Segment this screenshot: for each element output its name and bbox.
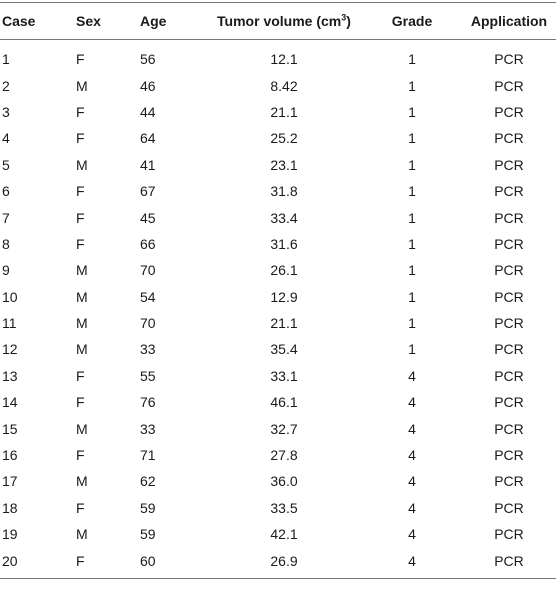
cell-tumor-volume: 35.4 <box>270 341 298 358</box>
cell-case: 12 <box>2 341 18 358</box>
cell-application: PCR <box>494 367 524 384</box>
cell-case: 5 <box>2 156 10 173</box>
cell-sex: F <box>76 394 85 411</box>
cell-tumor-volume: 42.1 <box>270 526 298 543</box>
cell-case: 4 <box>2 130 10 147</box>
cell-grade: 4 <box>408 499 416 516</box>
cell-sex: F <box>76 209 85 226</box>
cell-age: 44 <box>140 103 156 120</box>
cell-sex: F <box>76 367 85 384</box>
cell-sex: F <box>76 499 85 516</box>
table-row <box>0 336 556 362</box>
cell-tumor-volume: 33.1 <box>270 367 298 384</box>
table-row <box>0 231 556 257</box>
table-row <box>0 363 556 389</box>
cell-grade: 1 <box>408 103 416 120</box>
cell-grade: 1 <box>408 341 416 358</box>
cell-grade: 4 <box>408 420 416 437</box>
cell-age: 55 <box>140 367 156 384</box>
cell-grade: 1 <box>408 235 416 252</box>
cell-tumor-volume: 8.42 <box>270 77 298 94</box>
cell-application: PCR <box>494 183 524 200</box>
cell-application: PCR <box>494 130 524 147</box>
cell-sex: M <box>76 262 88 279</box>
cell-sex: F <box>76 51 85 68</box>
cell-sex: F <box>76 235 85 252</box>
cell-case: 20 <box>2 552 18 569</box>
cell-age: 41 <box>140 156 156 173</box>
cell-application: PCR <box>494 288 524 305</box>
cell-tumor-volume: 31.8 <box>270 183 298 200</box>
cell-age: 70 <box>140 315 156 332</box>
header-application: Application <box>470 13 548 29</box>
cell-grade: 4 <box>408 447 416 464</box>
cell-tumor-volume: 31.6 <box>270 235 298 252</box>
cell-grade: 1 <box>408 77 416 94</box>
cell-tumor-volume: 36.0 <box>270 473 298 490</box>
cell-application: PCR <box>494 499 524 516</box>
cell-grade: 1 <box>408 156 416 173</box>
cell-age: 67 <box>140 183 156 200</box>
cell-tumor-volume: 33.4 <box>270 209 298 226</box>
table-row <box>0 310 556 336</box>
cell-age: 59 <box>140 499 156 516</box>
table-row <box>0 284 556 310</box>
cell-application: PCR <box>494 315 524 332</box>
table-row <box>0 521 556 547</box>
cell-age: 71 <box>140 447 156 464</box>
cell-application: PCR <box>494 262 524 279</box>
cell-case: 2 <box>2 77 10 94</box>
header-tumor-volume-exponent: 3 <box>341 12 347 23</box>
cell-age: 64 <box>140 130 156 147</box>
cell-application: PCR <box>494 447 524 464</box>
cell-case: 9 <box>2 262 10 279</box>
cell-case: 13 <box>2 367 18 384</box>
header-tumor-volume-label: Tumor volume (cm <box>217 13 342 29</box>
cell-age: 46 <box>140 77 156 94</box>
cell-age: 33 <box>140 341 156 358</box>
header-age: Age <box>140 13 167 29</box>
cell-case: 16 <box>2 447 18 464</box>
cell-case: 19 <box>2 526 18 543</box>
cell-tumor-volume: 25.2 <box>270 130 298 147</box>
cell-age: 62 <box>140 473 156 490</box>
cell-application: PCR <box>494 473 524 490</box>
cell-application: PCR <box>494 209 524 226</box>
table-row <box>0 72 556 98</box>
cell-grade: 1 <box>408 288 416 305</box>
cell-sex: F <box>76 183 85 200</box>
table-row <box>0 468 556 494</box>
cell-application: PCR <box>494 51 524 68</box>
cell-tumor-volume: 23.1 <box>270 156 298 173</box>
cell-age: 54 <box>140 288 156 305</box>
table-row <box>0 495 556 521</box>
table-row <box>0 178 556 204</box>
cell-sex: M <box>76 77 88 94</box>
table-row <box>0 125 556 151</box>
table-row <box>0 40 556 73</box>
cell-age: 33 <box>140 420 156 437</box>
cell-age: 60 <box>140 552 156 569</box>
cell-sex: F <box>76 103 85 120</box>
tumor-cases-table <box>0 2 556 579</box>
cell-sex: F <box>76 447 85 464</box>
table-body <box>0 40 556 579</box>
header-tumor-volume-close: ) <box>346 13 351 29</box>
header-grade: Grade <box>391 13 433 29</box>
cell-application: PCR <box>494 103 524 120</box>
table-row <box>0 204 556 230</box>
cell-application: PCR <box>494 235 524 252</box>
cell-age: 70 <box>140 262 156 279</box>
cell-application: PCR <box>494 526 524 543</box>
cell-grade: 1 <box>408 262 416 279</box>
cell-sex: M <box>76 288 88 305</box>
header-sex: Sex <box>76 13 101 29</box>
table-row <box>0 415 556 441</box>
cell-case: 7 <box>2 209 10 226</box>
cell-sex: M <box>76 315 88 332</box>
cell-case: 3 <box>2 103 10 120</box>
cell-grade: 1 <box>408 51 416 68</box>
cell-sex: M <box>76 526 88 543</box>
table-row <box>0 99 556 125</box>
cell-case: 8 <box>2 235 10 252</box>
cell-sex: M <box>76 473 88 490</box>
cell-case: 1 <box>2 51 10 68</box>
cell-grade: 1 <box>408 183 416 200</box>
cell-application: PCR <box>494 156 524 173</box>
cell-age: 45 <box>140 209 156 226</box>
header-row <box>0 3 556 40</box>
cell-tumor-volume: 12.1 <box>270 51 298 68</box>
cell-application: PCR <box>494 77 524 94</box>
cell-sex: M <box>76 341 88 358</box>
cell-tumor-volume: 26.9 <box>270 552 298 569</box>
cell-grade: 4 <box>408 552 416 569</box>
cell-tumor-volume: 26.1 <box>270 262 298 279</box>
cell-case: 6 <box>2 183 10 200</box>
cell-tumor-volume: 46.1 <box>270 394 298 411</box>
cell-tumor-volume: 33.5 <box>270 499 298 516</box>
cell-case: 14 <box>2 394 18 411</box>
table-row <box>0 442 556 468</box>
cell-grade: 1 <box>408 209 416 226</box>
cell-application: PCR <box>494 552 524 569</box>
cell-tumor-volume: 32.7 <box>270 420 298 437</box>
table-row <box>0 152 556 178</box>
cell-grade: 4 <box>408 526 416 543</box>
cell-age: 66 <box>140 235 156 252</box>
header-case: Case <box>2 13 36 29</box>
table-row <box>0 547 556 578</box>
cell-grade: 4 <box>408 394 416 411</box>
cell-case: 17 <box>2 473 18 490</box>
cell-age: 56 <box>140 51 156 68</box>
cell-case: 18 <box>2 499 18 516</box>
cell-grade: 4 <box>408 473 416 490</box>
cell-case: 10 <box>2 288 18 305</box>
cell-grade: 1 <box>408 130 416 147</box>
cell-application: PCR <box>494 341 524 358</box>
cell-case: 11 <box>2 315 17 332</box>
cell-age: 59 <box>140 526 156 543</box>
cell-age: 76 <box>140 394 156 411</box>
cell-sex: M <box>76 420 88 437</box>
cell-sex: M <box>76 156 88 173</box>
cell-tumor-volume: 27.8 <box>270 447 298 464</box>
table-header <box>0 3 556 40</box>
header-tumor-volume <box>204 3 364 40</box>
cell-sex: F <box>76 130 85 147</box>
cell-application: PCR <box>494 420 524 437</box>
cell-sex: F <box>76 552 85 569</box>
cell-application: PCR <box>494 394 524 411</box>
cell-grade: 4 <box>408 367 416 384</box>
cell-case: 15 <box>2 420 18 437</box>
cell-grade: 1 <box>408 315 416 332</box>
table-row <box>0 389 556 415</box>
cell-tumor-volume: 21.1 <box>270 315 298 332</box>
cell-tumor-volume: 12.9 <box>270 288 298 305</box>
table-row <box>0 257 556 283</box>
cell-tumor-volume: 21.1 <box>270 103 298 120</box>
